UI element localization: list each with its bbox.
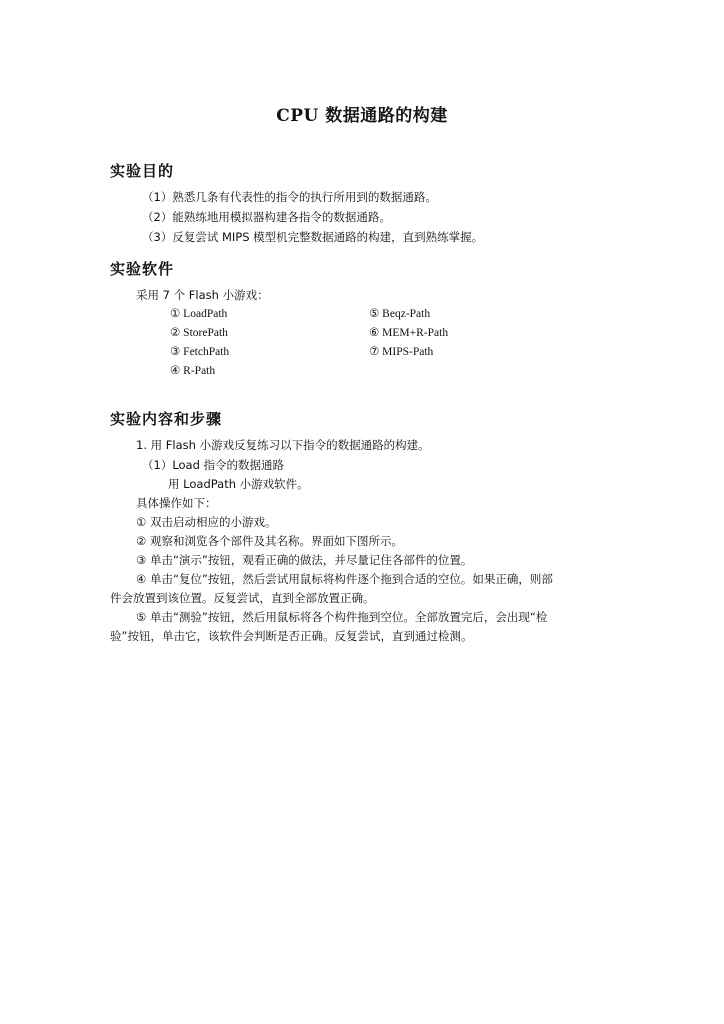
step-3: ③ 单击“演示”按钮，观看正确的做法，并尽量记住各部件的位置。 [136, 553, 473, 567]
game-item-loadpath: ① LoadPath [170, 308, 228, 320]
content-line-4: 具体操作如下： [136, 496, 217, 510]
game-item-memrpath: ⑥ MEM+R-Path [369, 327, 449, 339]
section-heading-content: 实验内容和步骤 [110, 410, 223, 428]
game-item-rpath: ④ R-Path [170, 365, 216, 377]
section-heading-purpose: 实验目的 [110, 162, 175, 180]
section-heading-software: 实验软件 [110, 260, 175, 278]
step-5-line-1: ⑤ 单击“测验”按钮，然后用鼠标将各个构件拖到空位。全部放置完后，会出现“检 [136, 610, 548, 624]
purpose-item-1: （1）熟悉几条有代表性的指令的执行所用到的数据通路。 [142, 190, 437, 204]
game-item-fetchpath: ③ FetchPath [170, 346, 230, 358]
step-4-line-2: 件会放置到该位置。反复尝试，直到全部放置正确。 [110, 591, 375, 605]
step-4-line-1: ④ 单击“复位”按钮，然后尝试用鼠标将构件逐个拖到合适的空位。如果正确，则部 [136, 572, 553, 586]
game-item-storepath: ② StorePath [170, 327, 228, 339]
game-item-mipspath: ⑦ MIPS-Path [369, 346, 434, 358]
purpose-item-2: （2）能熟练地用模拟器构建各指令的数据通路。 [142, 210, 391, 224]
software-intro: 采用 7 个 Flash 小游戏： [136, 288, 269, 302]
step-5-line-2: 验”按钮，单击它，该软件会判断是否正确。反复尝试，直到通过检测。 [110, 629, 473, 643]
game-item-beqzpath: ⑤ Beqz-Path [369, 308, 431, 320]
content-line-1: 1. 用 Flash 小游戏反复练习以下指令的数据通路的构建。 [136, 438, 430, 452]
content-line-2: （1）Load 指令的数据通路 [142, 458, 285, 472]
purpose-item-3: （3）反复尝试 MIPS 模型机完整数据通路的构建，直到熟练掌握。 [142, 230, 484, 244]
page-title: CPU 数据通路的构建 [276, 106, 448, 126]
content-line-3: 用 LoadPath 小游戏软件。 [168, 477, 309, 491]
step-2: ② 观察和浏览各个部件及其名称。界面如下图所示。 [136, 534, 403, 548]
step-1: ① 双击启动相应的小游戏。 [136, 515, 277, 529]
